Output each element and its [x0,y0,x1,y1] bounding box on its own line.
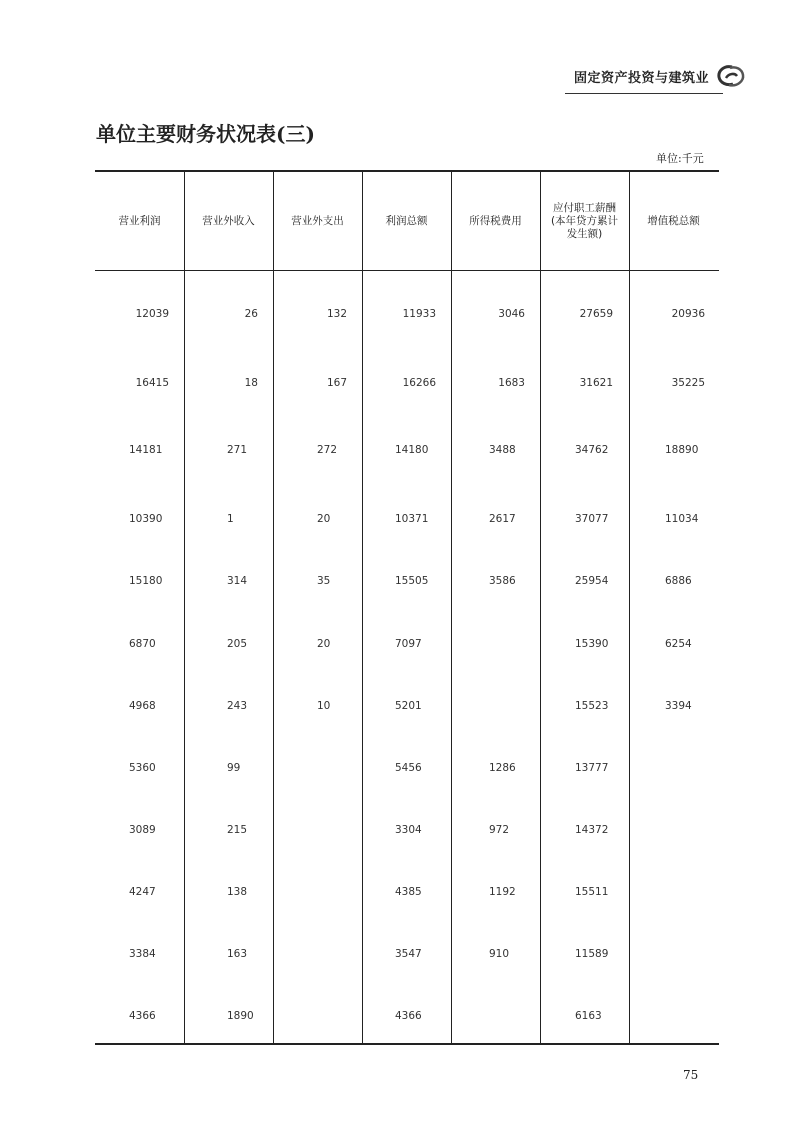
column-divider [273,172,274,1043]
table-cell: 972 [489,824,510,836]
header-divider [95,270,719,271]
table-cell: 1890 [227,1010,254,1022]
table-cell: 3046 [498,308,525,320]
table-cell: 11589 [575,948,609,960]
table-cell: 15505 [395,575,429,587]
table-cell: 15511 [575,886,609,898]
page-title: 单位主要财务状况表(三) [96,122,315,146]
table-cell: 7097 [395,638,422,650]
table-cell: 4366 [129,1010,156,1022]
table-cell: 6886 [665,575,692,587]
header-rule [565,93,723,94]
column-header: 营业利润 [118,214,161,227]
table-cell: 14180 [395,444,429,456]
column-header: 利润总额 [385,214,428,227]
table-cell: 910 [489,948,510,960]
table-cell: 3089 [129,824,156,836]
table-cell: 31621 [579,377,613,389]
table-cell: 20 [317,638,331,650]
table-cell: 1286 [489,762,516,774]
table-cell: 35225 [671,377,705,389]
column-divider [184,172,185,1043]
table-cell: 15390 [575,638,609,650]
unit-label: 单位:千元 [656,152,704,165]
table-cell: 138 [227,886,248,898]
table-cell: 20936 [671,308,705,320]
table-cell: 1 [227,513,234,525]
table-cell: 5360 [129,762,156,774]
column-header: 所得税费用 [469,214,522,227]
table-cell: 1192 [489,886,516,898]
table-cell: 243 [227,700,248,712]
table-cell: 215 [227,824,248,836]
table-cell: 2617 [489,513,516,525]
circular-swirl-logo-icon [716,64,746,88]
table-cell: 13777 [575,762,609,774]
table-cell: 1683 [498,377,525,389]
table-cell: 3586 [489,575,516,587]
table-cell: 18890 [665,444,699,456]
table-cell: 12039 [135,308,169,320]
table-cell: 37077 [575,513,609,525]
column-header: 应付职工薪酬 (本年贷方累计 发生额) [550,201,619,240]
table-cell: 4968 [129,700,156,712]
table-cell: 14372 [575,824,609,836]
table-cell: 3547 [395,948,422,960]
table-cell: 272 [317,444,338,456]
table-cell: 205 [227,638,248,650]
table-cell: 3488 [489,444,516,456]
column-header: 营业外支出 [291,214,344,227]
table-cell: 16415 [135,377,169,389]
table-cell: 18 [244,377,258,389]
table-cell: 3384 [129,948,156,960]
table-cell: 14181 [129,444,163,456]
table-cell: 6254 [665,638,692,650]
table-cell: 10371 [395,513,429,525]
table-cell: 163 [227,948,248,960]
table-cell: 314 [227,575,248,587]
table-cell: 4247 [129,886,156,898]
table-cell: 26 [244,308,258,320]
table-cell: 167 [326,377,347,389]
table-cell: 20 [317,513,331,525]
table-cell: 271 [227,444,248,456]
table-cell: 99 [227,762,241,774]
table-cell: 6163 [575,1010,602,1022]
table-cell: 15180 [129,575,163,587]
table-cell: 6870 [129,638,156,650]
column-divider [362,172,363,1043]
table-cell: 35 [317,575,331,587]
table-cell: 16266 [402,377,436,389]
table-cell: 5201 [395,700,422,712]
table-cell: 3394 [665,700,692,712]
column-header: 营业外收入 [202,214,255,227]
column-divider [629,172,630,1043]
table-cell: 11933 [402,308,436,320]
table-cell: 34762 [575,444,609,456]
table-cell: 25954 [575,575,609,587]
table-cell: 15523 [575,700,609,712]
table-cell: 3304 [395,824,422,836]
page-number: 75 [683,1068,699,1082]
table-cell: 4385 [395,886,422,898]
table-cell: 4366 [395,1010,422,1022]
column-header: 增值税总额 [647,214,700,227]
table-cell: 5456 [395,762,422,774]
table-cell: 11034 [665,513,699,525]
table-cell: 27659 [579,308,613,320]
column-divider [451,172,452,1043]
section-title: 固定资产投资与建筑业 [574,71,710,86]
financial-table [95,170,719,1045]
table-cell: 10 [317,700,331,712]
column-divider [540,172,541,1043]
table-cell: 10390 [129,513,163,525]
table-cell: 132 [326,308,347,320]
